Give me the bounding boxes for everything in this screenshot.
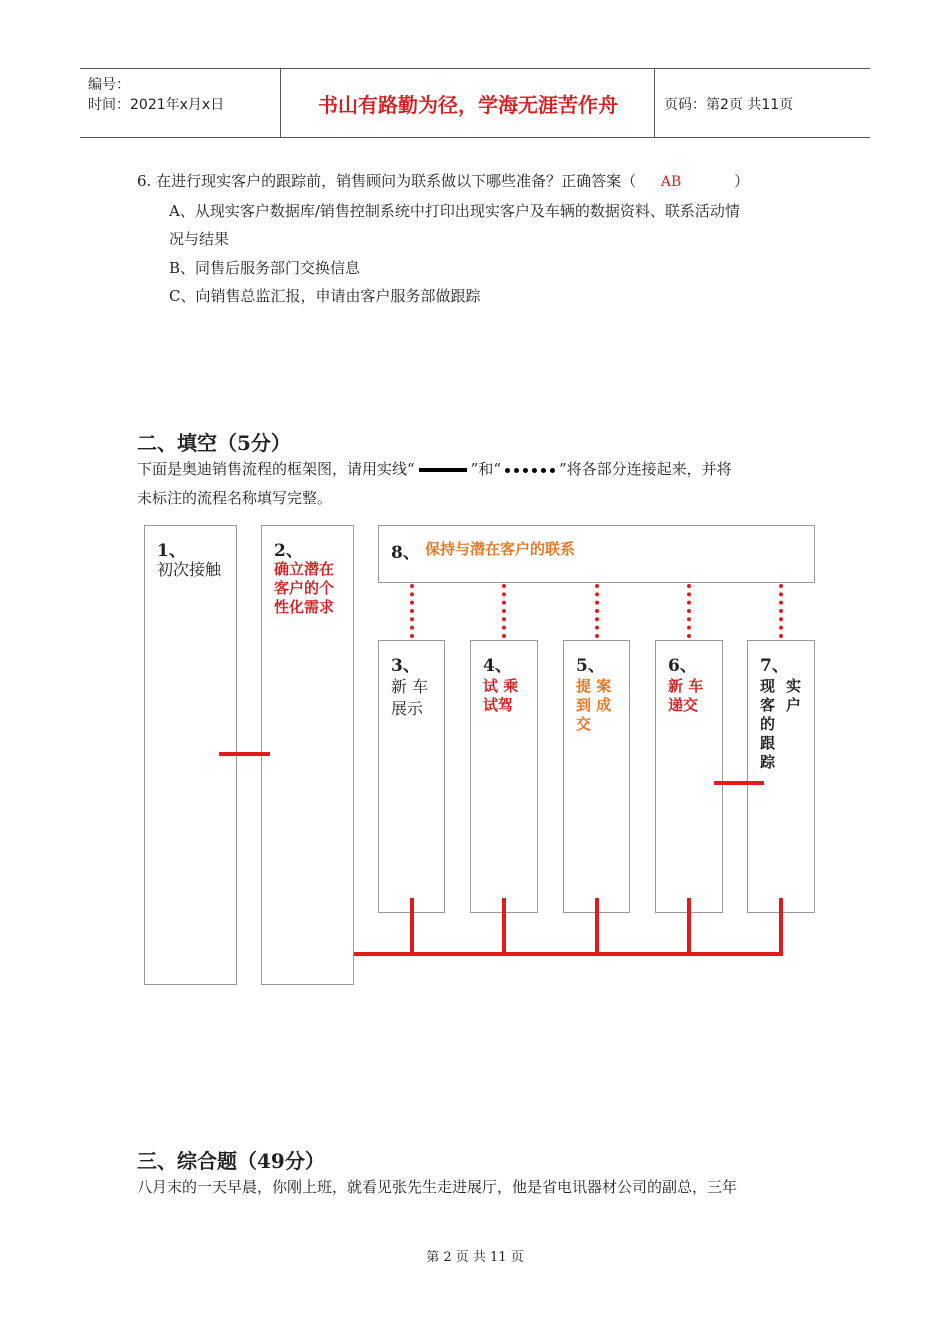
flow-box-2 (261, 525, 354, 985)
box-4-label-line1: 试 乘 (483, 677, 519, 695)
header-divider (280, 69, 281, 137)
box-6-label-line2: 递交 (668, 696, 699, 714)
dotted-connector-6 (687, 584, 695, 638)
bottom-riser-3 (410, 898, 414, 954)
box-1-number: 1、 (157, 541, 186, 561)
box-3-label-line1: 新 车 (391, 677, 429, 696)
box-3-number: 3、 (391, 656, 420, 676)
flow-box-6 (655, 640, 723, 913)
time-label: 时间：2021年x月x日 (88, 97, 225, 113)
section-3-text: 八月末的一天早晨，你刚上班，就看见张先生走进展厅，他是省电讯器材公司的副总，三年 (137, 1178, 738, 1196)
connector-6-7 (714, 781, 764, 785)
instruction-part-c: ”将各部分连接起来，并将 (559, 460, 732, 478)
section-2-title: 二、填空（5分） (137, 431, 291, 455)
dotted-connector-5 (595, 584, 603, 638)
box-7-label-col1: 现 客 的 跟 踪 (760, 677, 776, 771)
header-left (88, 75, 224, 115)
box-7-label-col2: 实 户 (786, 677, 802, 714)
question-6 (137, 167, 837, 196)
box-8-label: 保持与潜在客户的联系 (425, 540, 576, 558)
box-2-number: 2、 (274, 541, 303, 561)
box-2-label: 确立潜在客户的个性化需求 (274, 560, 335, 616)
dotted-connector-4 (502, 584, 510, 638)
box-1-label: 初次接触 (157, 560, 222, 579)
bottom-riser-7 (779, 898, 783, 954)
box-5-label-line3: 交 (576, 715, 592, 733)
page-footer: 第 2 页 共 11 页 (426, 1250, 524, 1265)
box-7-number: 7、 (760, 656, 789, 676)
box-5-number: 5、 (576, 656, 605, 676)
bottom-riser-6 (687, 898, 691, 954)
page-header (80, 68, 870, 138)
box-5-label-line1: 提 案 (576, 677, 612, 695)
instruction-part-a: 下面是奥迪销售流程的框架图，请用实线“ (137, 460, 415, 478)
question-answer: AB (660, 174, 682, 190)
serial-label: 编号： (88, 77, 130, 93)
box-8-number: 8、 (391, 543, 420, 563)
box-5-label-line2: 到 成 (576, 696, 612, 714)
bottom-riser-5 (595, 898, 599, 954)
question-stem: 6. 在进行现实客户的跟踪前，销售顾问为联系做以下哪些准备？正确答案（ (137, 172, 637, 190)
flow-box-5 (563, 640, 630, 913)
header-divider (654, 69, 655, 137)
connector-1-2 (219, 752, 270, 756)
dotted-connector-3 (410, 584, 418, 638)
flow-box-4 (470, 640, 538, 913)
header-page-info: 页码：第2页 共11页 (664, 97, 794, 113)
option-a-line2: 况与结果 (169, 230, 230, 248)
box-4-number: 4、 (483, 656, 512, 676)
box-4-label-line2: 试驾 (483, 696, 514, 714)
header-motto: 书山有路勤为径，学海无涯苦作舟 (318, 92, 618, 117)
solid-line-sample (419, 468, 467, 472)
option-c: C、向销售总监汇报，申请由客户服务部做跟踪 (169, 287, 481, 305)
option-a-line1: A、从现实客户数据库/销售控制系统中打印出现实客户及车辆的数据资料、联系活动情 (169, 202, 740, 220)
question-close: ） (734, 172, 750, 190)
flow-box-3 (378, 640, 445, 913)
bottom-riser-4 (502, 898, 506, 954)
bottom-connector (354, 952, 783, 956)
option-b: B、同售后服务部门交换信息 (169, 259, 361, 277)
section-2-instruction-line2: 未标注的流程名称填写完整。 (137, 489, 333, 507)
section-3-title: 三、综合题（49分） (137, 1149, 325, 1173)
dotted-connector-7 (779, 584, 787, 638)
flow-box-7 (747, 640, 815, 913)
section-2-instruction (137, 455, 732, 483)
instruction-part-b: ”和“ (470, 460, 502, 478)
box-6-number: 6、 (668, 656, 697, 676)
box-3-label-line2: 展示 (391, 699, 424, 718)
box-6-label-line1: 新 车 (668, 677, 704, 695)
dotted-line-sample (505, 468, 555, 473)
flow-box-8 (378, 525, 815, 583)
